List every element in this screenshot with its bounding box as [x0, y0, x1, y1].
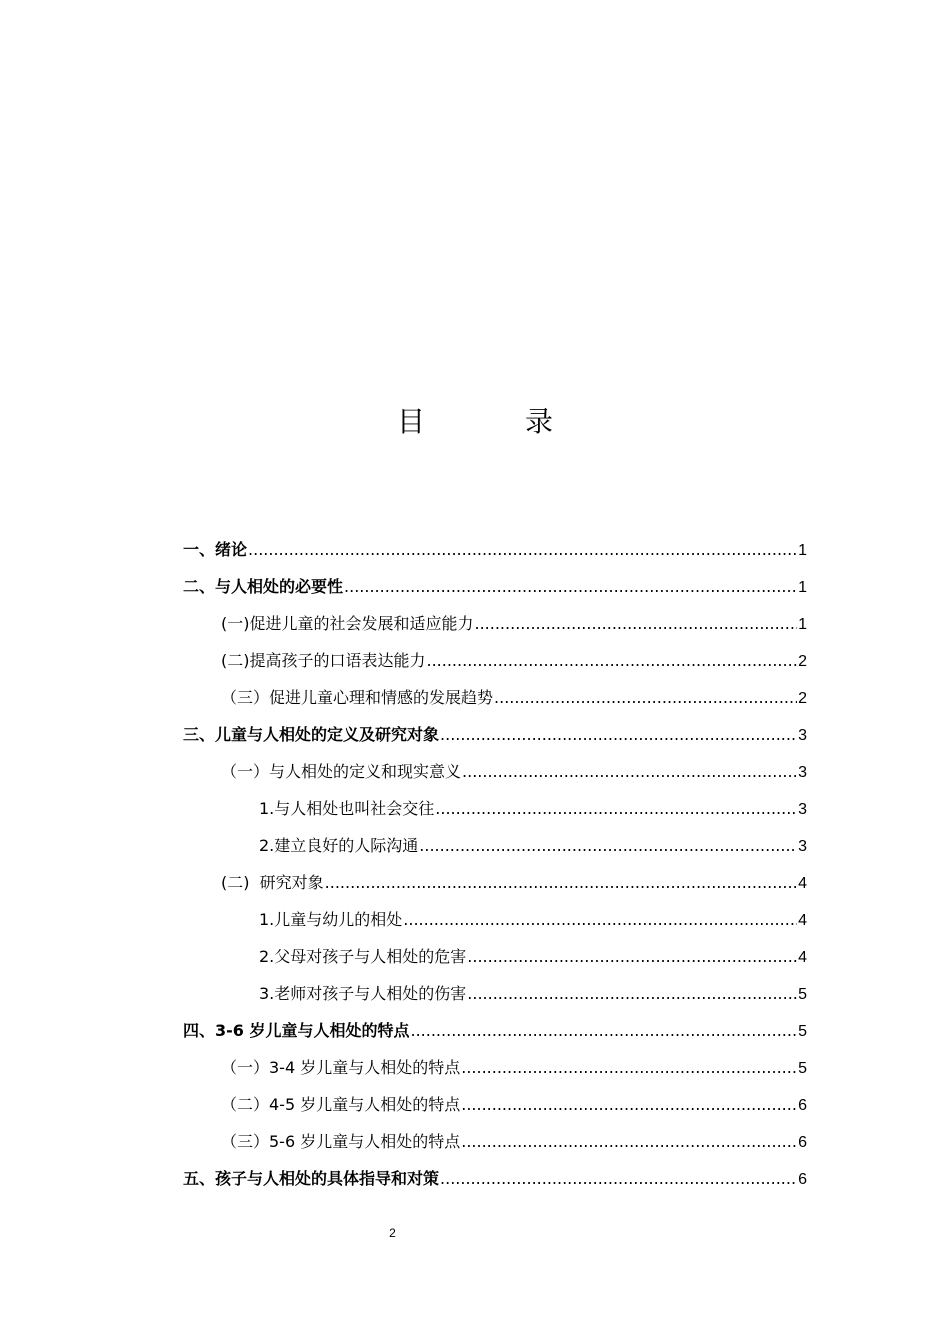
toc-entry[interactable]: [221, 647, 807, 675]
toc-leader-dots: [344, 573, 797, 601]
toc-leader-dots: [435, 795, 797, 823]
toc-entry-label: 2.父母对孩子与人相处的危害: [259, 947, 467, 966]
toc-leader-dots: [475, 610, 798, 638]
toc-entry-page: 2: [798, 690, 807, 707]
toc-entry[interactable]: [259, 795, 807, 823]
toc-leader-dots: [461, 1128, 797, 1156]
toc-entry-label: （三）5-6 岁儿童与人相处的特点: [221, 1132, 461, 1151]
toc-entry-page: 2: [798, 653, 807, 670]
toc-entry-page: 3: [798, 764, 807, 781]
toc-entry[interactable]: [183, 721, 807, 749]
toc-entry-label: 与人相处的必要性: [215, 577, 344, 596]
toc-leader-dots: [440, 721, 797, 749]
toc-entry[interactable]: [259, 980, 807, 1008]
toc-entry-page: 5: [798, 1060, 807, 1077]
toc-leader-dots: [461, 1054, 797, 1082]
toc-entry[interactable]: [183, 1017, 807, 1045]
toc-entry[interactable]: [221, 1054, 807, 1082]
toc-entry[interactable]: [221, 610, 807, 638]
toc-entry-page: 3: [798, 801, 807, 818]
toc-entry-page: 1: [798, 542, 807, 559]
toc-entry-page: 6: [798, 1097, 807, 1114]
toc-entry-label: (二)提高孩子的口语表达能力: [221, 651, 426, 670]
toc-leader-dots: [461, 1091, 797, 1119]
toc-entry-page: 4: [798, 912, 807, 929]
toc-entry-label: （三）促进儿童心理和情感的发展趋势: [221, 688, 494, 707]
toc-entry[interactable]: [221, 869, 807, 897]
toc-entry[interactable]: [259, 906, 807, 934]
toc-entry[interactable]: [221, 684, 807, 712]
toc-entry-label: 1.与人相处也叫社会交往: [259, 799, 435, 818]
toc-entry-page: 6: [798, 1171, 807, 1188]
toc-leader-dots: [248, 536, 797, 564]
toc-leader-dots: [467, 980, 797, 1008]
toc-entry[interactable]: [221, 758, 807, 786]
toc-entry-label: 3.老师对孩子与人相处的伤害: [259, 984, 467, 1003]
toc-leader-dots: [403, 906, 797, 934]
toc-entry-number: 三、: [183, 725, 216, 744]
toc-entry-label: 儿童与人相处的定义及研究对象: [215, 725, 440, 744]
toc-entry-label: 1.儿童与幼儿的相处: [259, 910, 403, 929]
toc-entry-label: (二) 研究对象: [221, 873, 324, 892]
toc-entry[interactable]: [183, 573, 807, 601]
toc-entry-label: 绪论: [215, 540, 248, 559]
toc-entry-page: 6: [798, 1134, 807, 1151]
toc-entry-label: （二）4-5 岁儿童与人相处的特点: [221, 1095, 461, 1114]
toc-entry-label: 3-6 岁儿童与人相处的特点: [215, 1021, 410, 1040]
toc-entry-label: (一)促进儿童的社会发展和适应能力: [221, 614, 474, 633]
toc-entry-number: 一、: [183, 540, 216, 559]
toc-entry[interactable]: [183, 1165, 807, 1193]
toc-leader-dots: [427, 647, 798, 675]
page-title: 目 录: [396, 405, 589, 438]
toc-entry[interactable]: [221, 1128, 807, 1156]
toc-entry-page: 3: [798, 727, 807, 744]
toc-entry-number: 二、: [183, 577, 216, 596]
toc-entry[interactable]: [259, 832, 807, 860]
toc-leader-dots: [325, 869, 797, 897]
toc-leader-dots: [462, 758, 797, 786]
toc-entry[interactable]: [259, 943, 807, 971]
toc-entry-page: 4: [798, 875, 807, 892]
toc-entry-page: 5: [798, 986, 807, 1003]
toc-entry-page: 4: [798, 949, 807, 966]
toc-entry-page: 5: [798, 1023, 807, 1040]
toc-leader-dots: [419, 832, 797, 860]
toc-leader-dots: [440, 1165, 797, 1193]
toc-entry[interactable]: [183, 536, 807, 564]
toc-entry-number: 四、: [183, 1021, 216, 1040]
toc-leader-dots: [411, 1017, 798, 1045]
toc-leader-dots: [494, 684, 797, 712]
toc-entry-page: 1: [798, 616, 807, 633]
page-number: 2: [389, 1226, 396, 1240]
toc-entry-label: （一）与人相处的定义和现实意义: [221, 762, 462, 781]
toc-entry-label: 孩子与人相处的具体指导和对策: [215, 1169, 440, 1188]
toc-entry-page: 1: [798, 579, 807, 596]
toc-entry-number: 五、: [183, 1169, 216, 1188]
toc-entry-page: 3: [798, 838, 807, 855]
toc-entry-label: （一）3-4 岁儿童与人相处的特点: [221, 1058, 461, 1077]
toc-leader-dots: [467, 943, 797, 971]
toc-entry[interactable]: [221, 1091, 807, 1119]
toc-entry-label: 2.建立良好的人际沟通: [259, 836, 419, 855]
